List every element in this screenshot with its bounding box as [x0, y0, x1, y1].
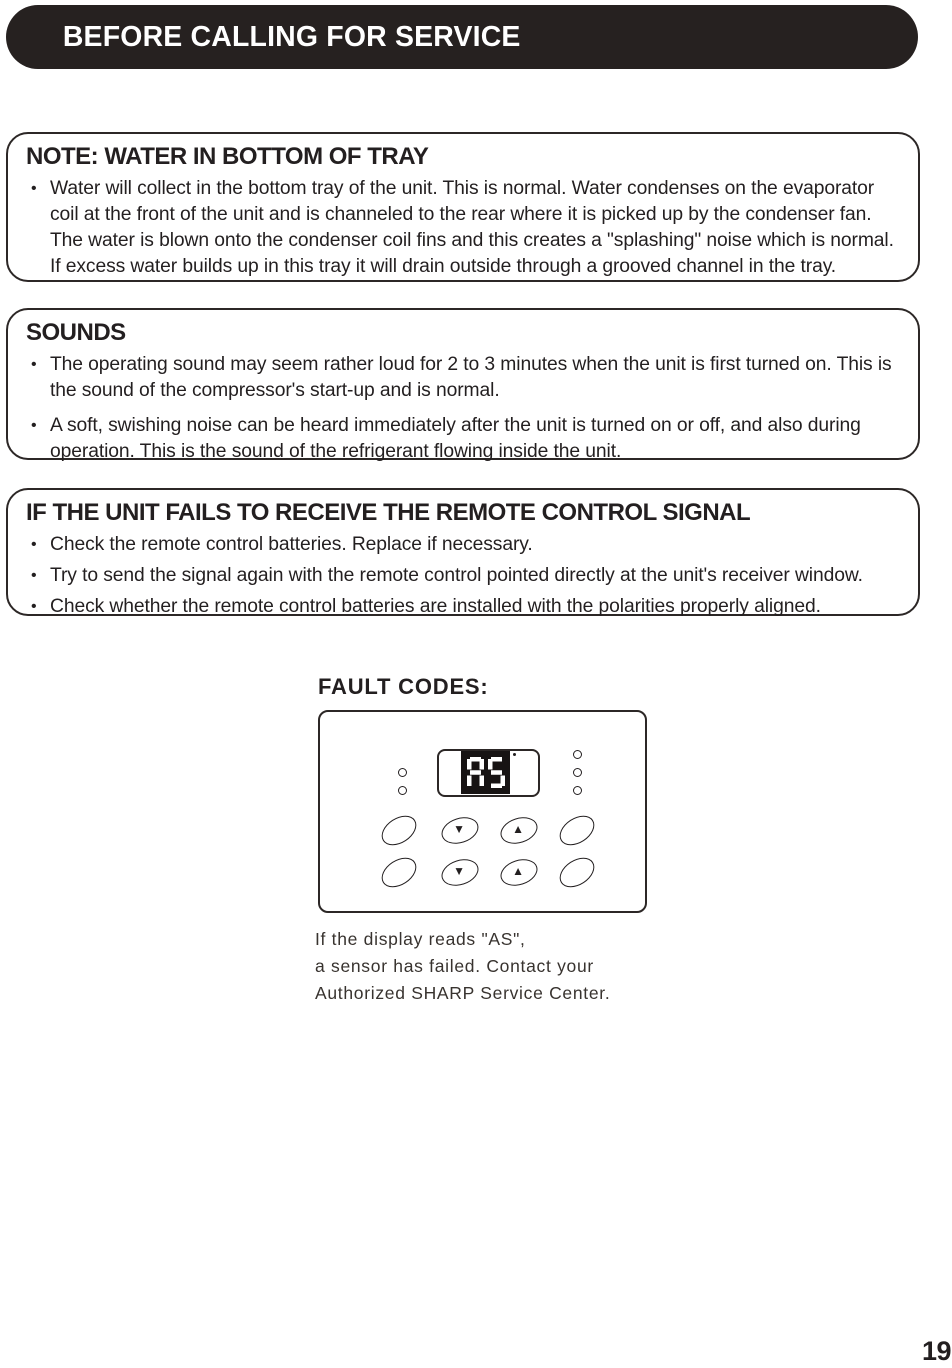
bullet-text: Water will collect in the bottom tray of the unit. This is normal. Water condenses on the evaporator coil at the front of the unit and is channeled to the rear where it is picked up by the condenser fan. The water is blown onto the condenser coil fins and this creates a "splashing" noise which is normal. If excess water builds up in this tray it will drain outside through a grooved channel in the tray.	[50, 178, 894, 277]
page-title: BEFORE CALLING FOR SERVICE	[62, 20, 521, 53]
bullet-item	[22, 532, 900, 558]
bullet-item	[22, 413, 900, 465]
indicator-led	[398, 768, 407, 777]
info-box-water-tray	[6, 132, 920, 282]
box-heading: NOTE: WATER IN BOTTOM OF TRAY	[26, 143, 429, 170]
bullet-icon: •	[31, 180, 37, 197]
oval-button	[554, 810, 599, 852]
up-triangle-icon: ▲	[512, 821, 524, 836]
bullet-icon: •	[31, 417, 37, 434]
info-box-sounds	[6, 308, 920, 460]
bullet-item	[22, 176, 900, 280]
box-heading: SOUNDS	[26, 319, 126, 346]
fault-code-display	[461, 751, 510, 794]
indicator-led	[573, 768, 582, 777]
bullet-text: Try to send the signal again with the remote control pointed directly at the unit's receiver window.	[50, 565, 863, 586]
oval-button	[376, 852, 421, 894]
bullet-text: The operating sound may seem rather loud for 2 to 3 minutes when the unit is first turned on. This is the sound of the compressor's start-up and is normal.	[50, 354, 892, 401]
info-box-remote-signal	[6, 488, 920, 616]
up-arrow-button	[497, 855, 541, 891]
box-heading: IF THE UNIT FAILS TO RECEIVE THE REMOTE CONTROL SIGNAL	[26, 499, 751, 526]
bullet-icon: •	[31, 536, 37, 553]
caption-line: Authorized SHARP Service Center.	[315, 983, 611, 1003]
indicator-led	[573, 786, 582, 795]
fault-code-caption	[315, 926, 610, 1007]
bullet-icon: •	[31, 356, 37, 373]
oval-button	[554, 852, 599, 894]
bullet-icon: •	[31, 567, 37, 584]
control-panel-diagram	[318, 710, 647, 913]
bullet-item	[22, 594, 900, 620]
bullet-icon: •	[31, 598, 37, 615]
fault-codes-heading: FAULT CODES:	[318, 674, 489, 699]
down-triangle-icon: ▼	[453, 863, 465, 878]
oval-button	[376, 810, 421, 852]
bullet-item	[22, 352, 900, 404]
down-arrow-button	[438, 813, 482, 849]
section-title-banner	[6, 5, 918, 69]
display-dot-icon	[513, 753, 516, 756]
caption-line: a sensor has failed. Contact your	[315, 956, 594, 976]
bullet-text: Check whether the remote control batteries are installed with the polarities properly aligned.	[50, 596, 821, 617]
indicator-led	[573, 750, 582, 759]
page-number: 19	[922, 1336, 952, 1366]
indicator-led	[398, 786, 407, 795]
down-triangle-icon: ▼	[453, 821, 465, 836]
caption-line: If the display reads "AS",	[315, 929, 526, 949]
bullet-text: Check the remote control batteries. Replace if necessary.	[50, 534, 533, 555]
bullet-text: A soft, swishing noise can be heard immediately after the unit is turned on or off, and also during operation. This is the sound of the refrigerant flowing inside the unit.	[50, 415, 861, 462]
down-arrow-button	[438, 855, 482, 891]
up-arrow-button	[497, 813, 541, 849]
up-triangle-icon: ▲	[512, 863, 524, 878]
bullet-item	[22, 563, 900, 589]
